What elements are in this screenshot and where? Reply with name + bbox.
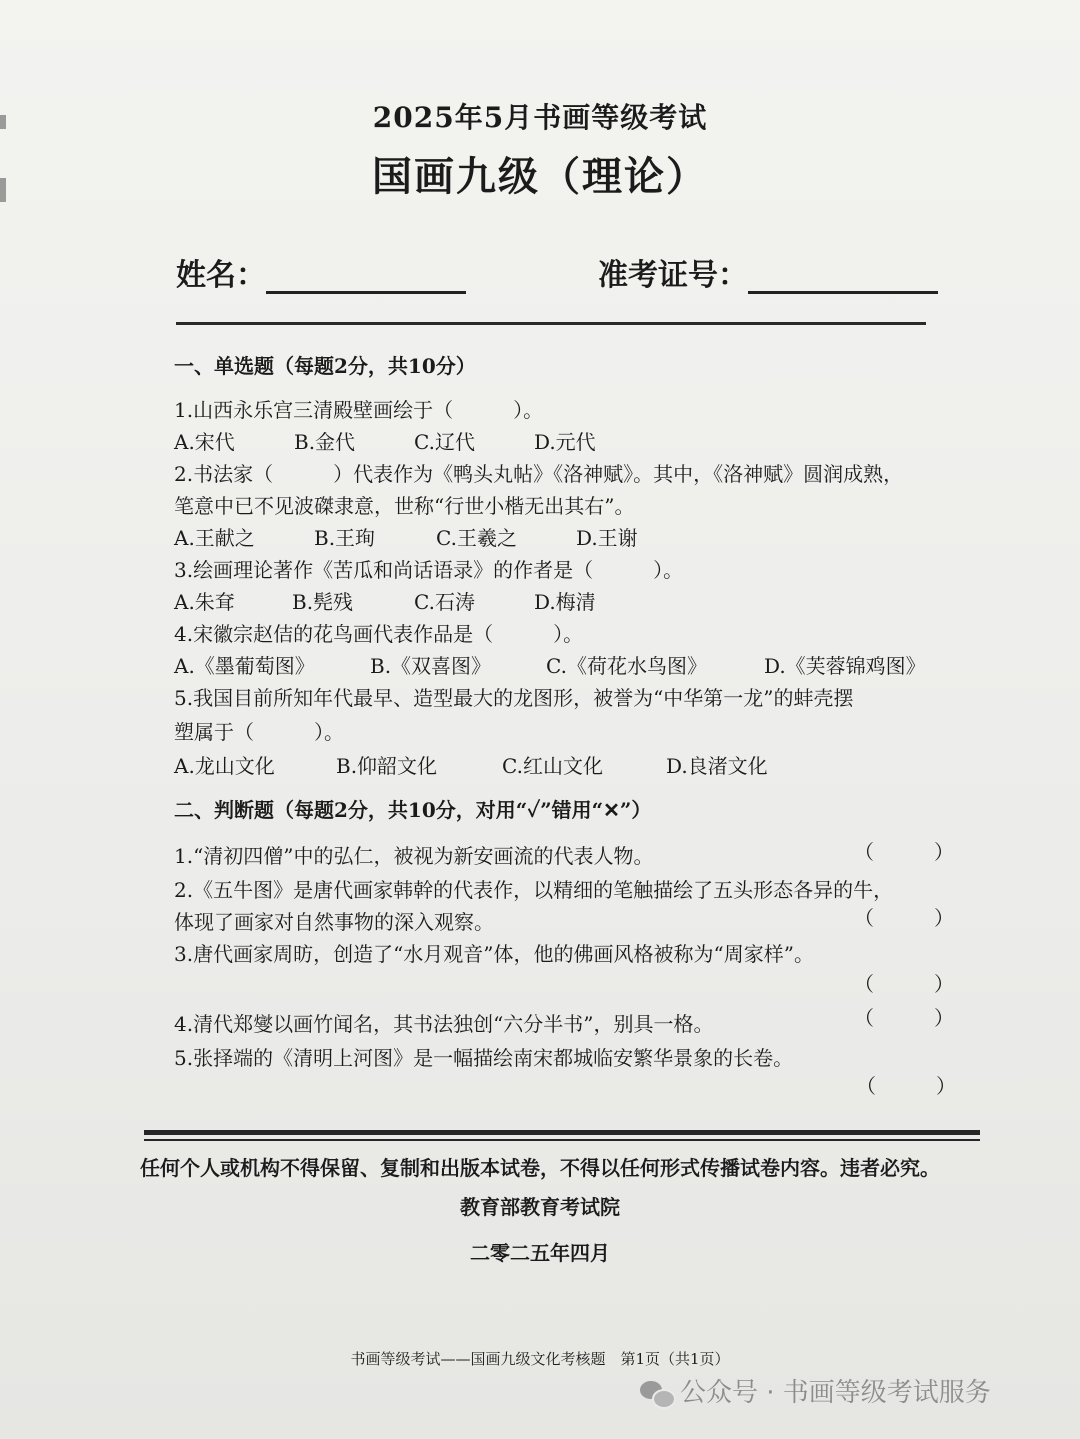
option: C.王羲之 [436,526,517,550]
option: B.髡残 [292,590,354,614]
option: A.宋代 [174,430,235,454]
question-text: 3.绘画理论著作《苦瓜和尚话语录》的作者是（ ）。 [174,558,684,582]
question-text: 2.书法家（ ）代表作为《鸭头丸帖》《洛神赋》。其中，《洛神赋》圆润成熟， [174,462,904,486]
question-text: 1.山西永乐宫三清殿壁画绘于（ ）。 [174,398,544,422]
statement-text: 体现了画家对自然事物的深入观察。 [174,910,494,934]
option: B.仰韶文化 [336,754,438,778]
footer-rule [144,1139,980,1141]
exam-id-blank [748,261,938,294]
option: A.龙山文化 [174,754,275,778]
section-title-true-false: 二、判断题（每题2分，共10分，对用“✓”错用“✕”） [174,798,652,822]
statement-text: 4.清代郑燮以画竹闻名，其书法独创“六分半书”，别具一格。 [174,1012,714,1036]
page-footer: 书画等级考试——国画九级文化考核题 第1页（共1页） [350,1350,730,1368]
statement-text: 3.唐代画家周昉，创造了“水月观音”体，他的佛画风格被称为“周家样”。 [174,942,814,966]
exam-title: 2025年5月书画等级考试 [372,101,708,134]
footer-rule [144,1130,980,1135]
option: D.《芙蓉锦鸡图》 [764,654,926,678]
option: B.王珣 [314,526,376,550]
name-blank [266,261,466,294]
copyright-notice: 任何个人或机构不得保留、复制和出版本试卷，不得以任何形式传播试卷内容。违者必究。 [140,1156,940,1180]
option: B.《双喜图》 [370,654,492,678]
section-title-single-choice: 一、单选题（每题2分，共10分） [174,354,476,378]
option: A.王献之 [174,526,255,550]
header-divider [176,322,926,325]
option: D.王谢 [576,526,638,550]
option: A.朱耷 [174,590,235,614]
option: B.金代 [294,430,356,454]
option: D.梅清 [534,590,596,614]
answer-parentheses: （ ） [854,906,954,930]
option: D.良渚文化 [666,754,768,778]
question-text: 笔意中已不见波磔隶意，世称“行世小楷无出其右”。 [174,494,635,518]
question-text: 塑属于（ ）。 [174,720,344,744]
question-text: 5.我国目前所知年代最早、造型最大的龙图形，被誉为“中华第一龙”的蚌壳摆 [174,686,854,710]
answer-parentheses: （ ） [854,840,954,864]
option: D.元代 [534,430,596,454]
issuer: 教育部教育考试院 [460,1195,620,1219]
watermark-text: 公众号 · 书画等级考试服务 [680,1378,991,1408]
answer-parentheses: （ ） [854,972,954,996]
option: C.《荷花水鸟图》 [546,654,707,678]
name-field [176,250,466,294]
exam-id-label: 准考证号： [598,258,748,293]
answer-parentheses: （ ） [854,1006,954,1030]
watermark [640,1372,991,1409]
option: C.辽代 [414,430,475,454]
statement-text: 1.“清初四僧”中的弘仁，被视为新安画流的代表人物。 [174,844,654,868]
wechat-icon [640,1381,674,1407]
issue-date: 二零二五年四月 [470,1241,610,1265]
exam-id-field [598,250,938,294]
subject-title: 国画九级（理论） [372,153,708,200]
option: C.石涛 [414,590,475,614]
statement-text: 2.《五牛图》是唐代画家韩幹的代表作，以精细的笔触描绘了五头形态各异的牛， [174,878,894,902]
answer-parentheses: （ ） [856,1074,956,1098]
statement-text: 5.张择端的《清明上河图》是一幅描绘南宋都城临安繁华景象的长卷。 [174,1046,794,1070]
name-label: 姓名： [176,258,266,293]
option: C.红山文化 [502,754,603,778]
question-text: 4.宋徽宗赵佶的花鸟画代表作品是（ ）。 [174,622,584,646]
option: A.《墨葡萄图》 [174,654,315,678]
